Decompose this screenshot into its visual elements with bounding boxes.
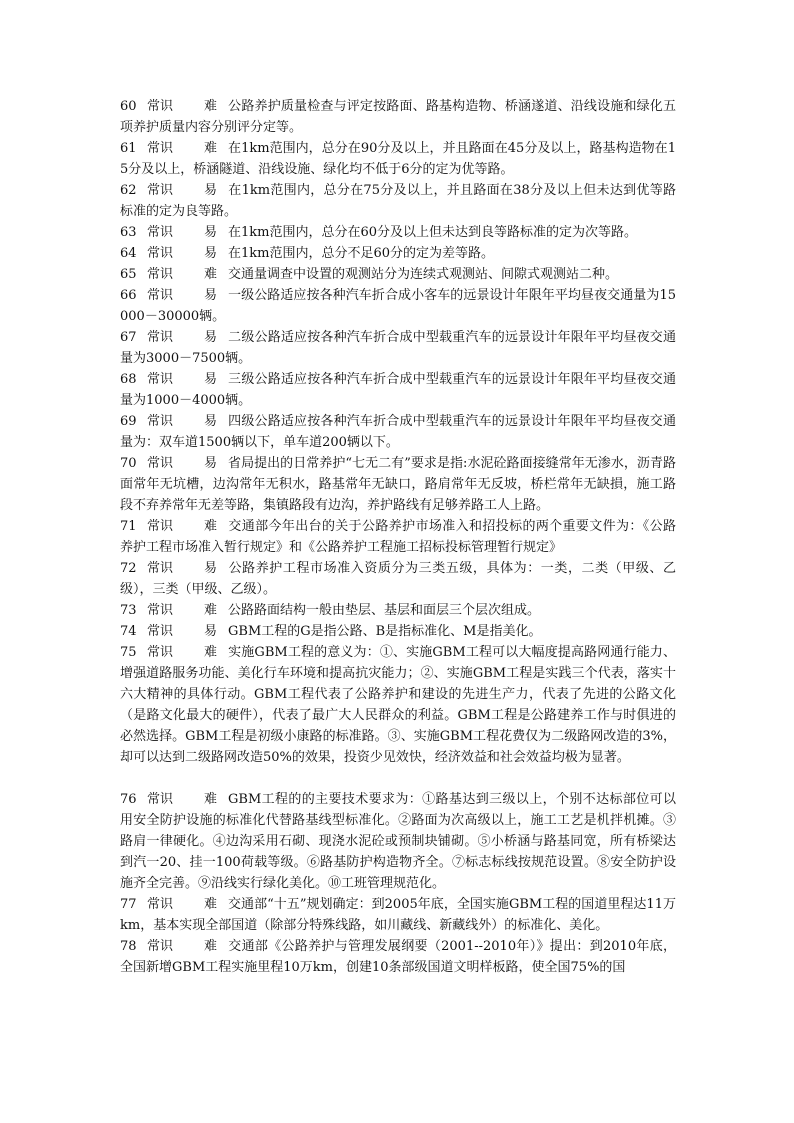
list-item [120, 936, 676, 978]
item-text: 三级公路适应按各种汽车折合成中型载重汽车的远景设计年限年平均昼夜交通量为1000－4000辆。 [120, 372, 676, 408]
item-difficulty: 易 [204, 624, 218, 639]
item-category: 常识 [147, 267, 174, 282]
item-text: 交通部今年出台的关于公路养护市场准入和招投标的两个重要文件为：《公路养护工程市场准入暂行规定》和《公路养护工程施工招标投标管理暂行规定》 [120, 519, 676, 555]
list-item [120, 243, 676, 264]
item-text: 公路路面结构一般由垫层、基层和面层三个层次组成。 [228, 603, 541, 618]
item-text: 在1km范围内，总分在60分及以上但未达到良等路标准的定为次等路。 [228, 225, 638, 240]
item-number: 72 [120, 561, 137, 576]
item-category: 常识 [147, 246, 174, 261]
item-category: 常识 [147, 288, 174, 303]
list-item [120, 453, 676, 516]
item-number: 74 [120, 624, 137, 639]
item-number: 64 [120, 246, 137, 261]
item-number: 69 [120, 414, 137, 429]
item-number: 65 [120, 267, 137, 282]
item-text: 公路养护工程市场准入资质分为三类五级，具体为：一类，二类（甲级、乙级），三类（甲级、乙级）。 [120, 561, 676, 597]
item-number: 60 [120, 99, 137, 114]
item-category: 常识 [147, 99, 174, 114]
item-text: GBM工程的的主要技术要求为：①路基达到三级以上，个别不达标部位可以用安全防护设施的标准化代替路基线型标准化。②路面为次高级以上，施工工艺是机拌机摊。③路肩一律硬化。④边沟采用石砌、现浇水泥砼或预制块铺砌。⑤小桥涵与路基同宽，所有桥梁达到汽一20、挂一100荷载等级。⑥路基防护构造物齐全。⑦标志标线按规范设置。⑧安全防护设施齐全完善。⑨沿线实行绿化美化。⑩工班管理规范化。 [120, 792, 676, 891]
list-item [120, 600, 676, 621]
item-category: 常识 [147, 939, 174, 954]
item-number: 63 [120, 225, 137, 240]
item-difficulty: 易 [204, 288, 218, 303]
question-list [120, 96, 676, 978]
list-item [120, 96, 676, 138]
item-number: 68 [120, 372, 137, 387]
item-difficulty: 易 [204, 225, 218, 240]
list-item [120, 516, 676, 558]
item-category: 常识 [147, 897, 174, 912]
item-difficulty: 难 [204, 519, 218, 534]
item-text: 交通量调查中设置的观测站分为连续式观测站、间隙式观测站二种。 [228, 267, 619, 282]
item-difficulty: 难 [204, 99, 218, 114]
list-item [120, 180, 676, 222]
item-category: 常识 [147, 645, 174, 660]
item-number: 70 [120, 456, 137, 471]
item-category: 常识 [147, 183, 174, 198]
item-difficulty: 易 [204, 561, 218, 576]
item-difficulty: 易 [204, 183, 218, 198]
item-difficulty: 难 [204, 897, 218, 912]
item-category: 常识 [147, 603, 174, 618]
item-text: 在1km范围内，总分在90分及以上，并且路面在45分及以上，路基构造物在15分及以上，桥涵隧道、沿线设施、绿化均不低于6分的定为优等路。 [120, 141, 676, 177]
item-difficulty: 难 [204, 792, 218, 807]
item-category: 常识 [147, 372, 174, 387]
item-difficulty: 易 [204, 372, 218, 387]
item-text: 二级公路适应按各种汽车折合成中型载重汽车的远景设计年限年平均昼夜交通量为3000－7500辆。 [120, 330, 676, 366]
item-difficulty: 难 [204, 645, 218, 660]
item-difficulty: 易 [204, 414, 218, 429]
list-item [120, 327, 676, 369]
list-item [120, 621, 676, 642]
item-difficulty: 难 [204, 141, 218, 156]
item-number: 75 [120, 645, 137, 660]
list-item [120, 369, 676, 411]
item-difficulty: 易 [204, 456, 218, 471]
list-item [120, 138, 676, 180]
item-number: 66 [120, 288, 137, 303]
item-number: 61 [120, 141, 137, 156]
item-text: 交通部《公路养护与管理发展纲要（2001--2010年）》提出：到2010年底，全国新增GBM工程实施里程10万km，创建10条部级国道文明样板路，使全国75%的国 [120, 939, 676, 975]
item-difficulty: 难 [204, 603, 218, 618]
item-number: 62 [120, 183, 137, 198]
item-category: 常识 [147, 792, 174, 807]
item-text: 四级公路适应按各种汽车折合成中型载重汽车的远景设计年限年平均昼夜交通量为：双车道1500辆以下，单车道200辆以下。 [120, 414, 676, 450]
item-text: 实施GBM工程的意义为：①、实施GBM工程可以大幅度提高路网通行能力、增强道路服务功能、美化行车环境和提高抗灾能力；②、实施GBM工程是实践三个代表，落实十六大精神的具体行动。GBM工程代表了公路养护和建设的先进生产力，代表了先进的公路文化（是路文化最大的硬件），代表了最广大人民群众的利益。GBM工程是公路建养工作与时俱进的必然选择。GBM工程是初级小康路的标准路。③、实施GBM工程花费仅为二级路网改造的3%，却可以达到二级路网改造50%的效果，投资少见效快，经济效益和社会效益均极为显著。 [120, 645, 676, 765]
item-number: 78 [120, 939, 137, 954]
item-category: 常识 [147, 225, 174, 240]
item-difficulty: 难 [204, 267, 218, 282]
item-category: 常识 [147, 561, 174, 576]
item-text: 公路养护质量检查与评定按路面、路基构造物、桥涵遂道、沿线设施和绿化五项养护质量内容分别评分定等。 [120, 99, 676, 135]
item-difficulty: 易 [204, 330, 218, 345]
item-text: 在1km范围内，总分在75分及以上，并且路面在38分及以上但未达到优等路标准的定为良等路。 [120, 183, 676, 219]
item-text: 省局提出的日常养护“七无二有”要求是指:水泥砼路面接缝常年无渗水，沥青路面常年无坑槽，边沟常年无积水，路基常年无缺口，路肩常年无反坡，桥栏常年无缺損，施工路段不弃养常年无差等路，集镇路段有边沟，养护路线有足够养路工人上路。 [120, 456, 676, 513]
list-item [120, 222, 676, 243]
item-category: 常识 [147, 456, 174, 471]
item-text: 交通部“十五”规划确定：到2005年底，全国实施GBM工程的国道里程达11万km，基本实现全部国道（除部分特殊线路，如川藏线、新藏线外）的标准化、美化。 [120, 897, 676, 933]
item-difficulty: 易 [204, 246, 218, 261]
list-item [120, 789, 676, 894]
item-category: 常识 [147, 414, 174, 429]
item-category: 常识 [147, 330, 174, 345]
list-item [120, 264, 676, 285]
item-number: 77 [120, 897, 137, 912]
item-text: GBM工程的G是指公路、B是指标准化、M是指美化。 [228, 624, 542, 639]
item-difficulty: 难 [204, 939, 218, 954]
item-number: 71 [120, 519, 137, 534]
list-item [120, 894, 676, 936]
item-number: 73 [120, 603, 137, 618]
item-number: 67 [120, 330, 137, 345]
item-category: 常识 [147, 519, 174, 534]
list-item [120, 411, 676, 453]
list-item [120, 558, 676, 600]
item-category: 常识 [147, 624, 174, 639]
item-number: 76 [120, 792, 137, 807]
list-item [120, 642, 676, 768]
item-category: 常识 [147, 141, 174, 156]
item-text: 一级公路适应按各种汽车折合成小客车的远景设计年限年平均昼夜交通量为15000－30000辆。 [120, 288, 676, 324]
item-text: 在1km范围内，总分不足60分的定为差等路。 [228, 246, 495, 261]
list-item [120, 285, 676, 327]
